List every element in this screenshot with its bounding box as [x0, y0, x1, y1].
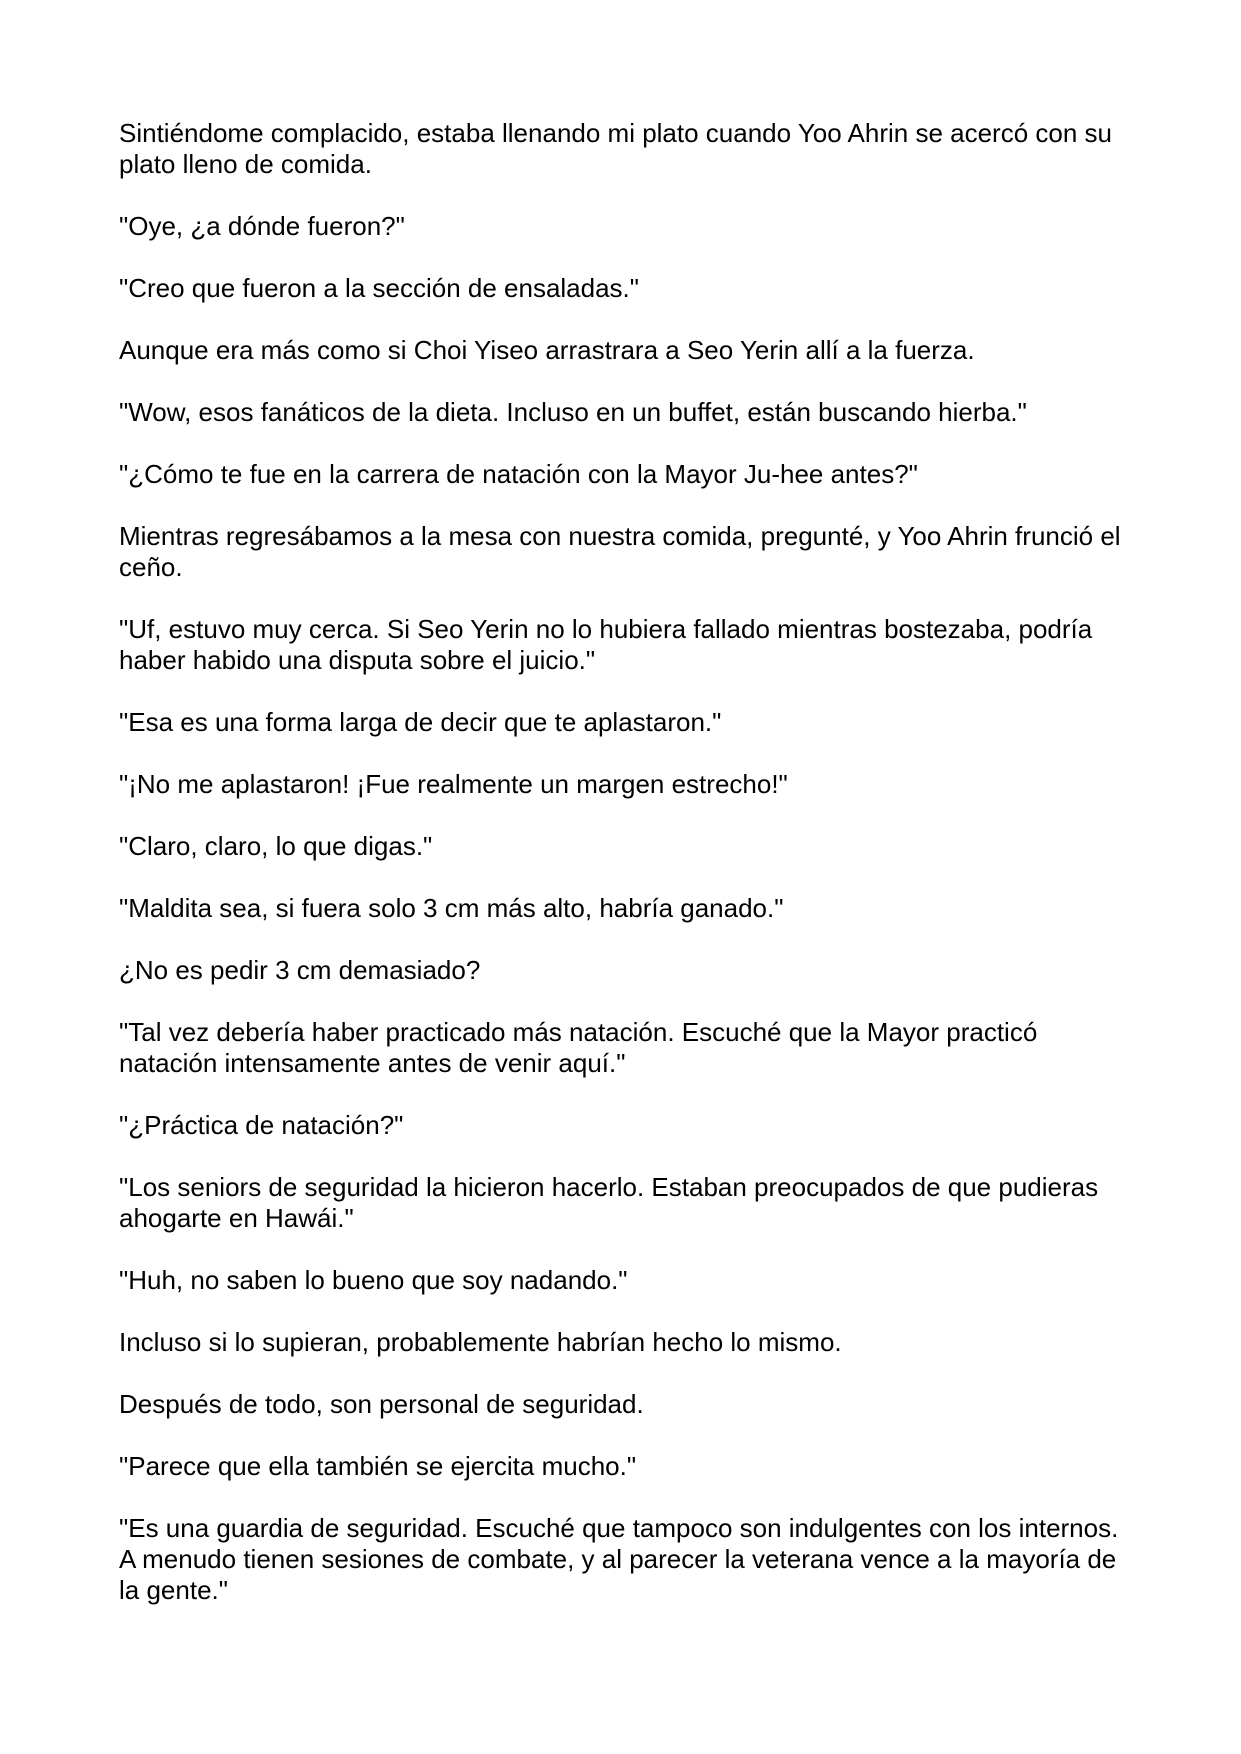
document-body [119, 118, 1139, 1637]
paragraph: "Wow, esos fanáticos de la dieta. Incluso en un buffet, están buscando hierba." [119, 397, 1027, 427]
paragraph: "Maldita sea, si fuera solo 3 cm más alto, habría ganado." [119, 893, 784, 923]
paragraph: "Claro, claro, lo que digas." [119, 831, 433, 861]
paragraph: "Tal vez debería haber practicado más natación. Escuché que la Mayor practicó natación intensamente antes de venir aquí." [119, 1017, 1038, 1078]
paragraph: "Los seniors de seguridad la hicieron hacerlo. Estaban preocupados de que pudieras ahogarte en Hawái." [119, 1172, 1099, 1233]
paragraph: "¿Práctica de natación?" [119, 1110, 404, 1140]
paragraph: Aunque era más como si Choi Yiseo arrastrara a Seo Yerin allí a la fuerza. [119, 335, 975, 365]
paragraph: ¿No es pedir 3 cm demasiado? [119, 955, 481, 985]
paragraph: Mientras regresábamos a la mesa con nuestra comida, pregunté, y Yoo Ahrin frunció el ceño. [119, 521, 1121, 582]
paragraph: Sintiéndome complacido, estaba llenando mi plato cuando Yoo Ahrin se acercó con su plato lleno de comida. [119, 118, 1112, 179]
paragraph: "Uf, estuvo muy cerca. Si Seo Yerin no lo hubiera fallado mientras bostezaba, podría haber habido una disputa sobre el juicio." [119, 614, 1093, 675]
paragraph: "Esa es una forma larga de decir que te aplastaron." [119, 707, 722, 737]
paragraph: "Parece que ella también se ejercita mucho." [119, 1451, 637, 1481]
paragraph: "Creo que fueron a la sección de ensaladas." [119, 273, 640, 303]
paragraph: "Oye, ¿a dónde fueron?" [119, 211, 405, 241]
paragraph: "¡No me aplastaron! ¡Fue realmente un margen estrecho!" [119, 769, 788, 799]
paragraph: "¿Cómo te fue en la carrera de natación con la Mayor Ju-hee antes?" [119, 459, 918, 489]
paragraph: "Es una guardia de seguridad. Escuché que tampoco son indulgentes con los internos. A menudo tienen sesiones de combate, y al parecer la veterana vence a la mayoría de la gente." [119, 1513, 1119, 1605]
paragraph: Incluso si lo supieran, probablemente habrían hecho lo mismo. [119, 1327, 842, 1357]
paragraph: "Huh, no saben lo bueno que soy nadando." [119, 1265, 628, 1295]
paragraph: Después de todo, son personal de seguridad. [119, 1389, 644, 1419]
